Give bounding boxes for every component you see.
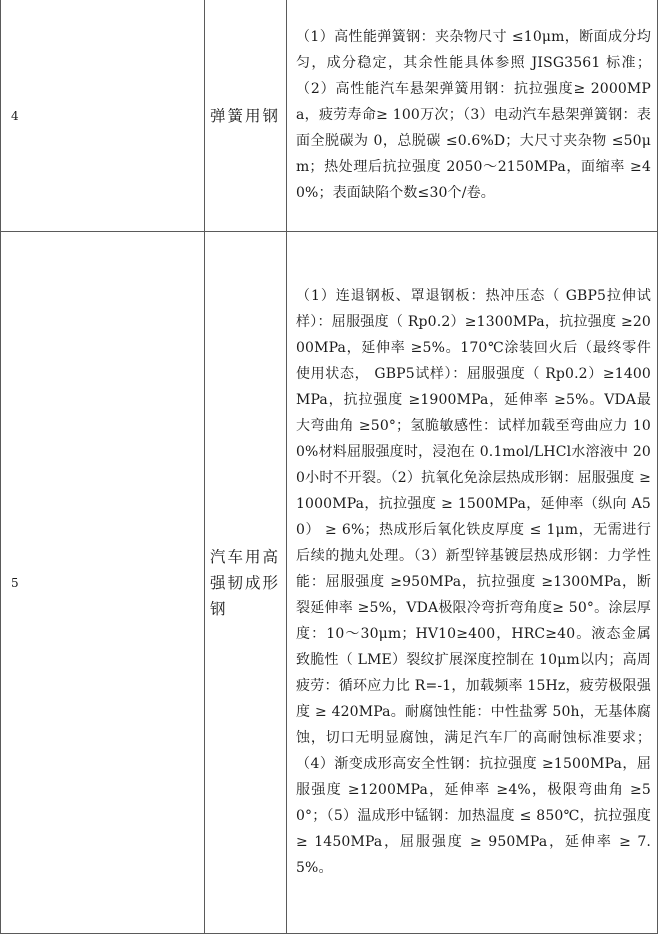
requirements-text: （1）连退钢板、罩退钢板：热冲压态（ GBP5拉伸试样）：屈服强度（ Rp0.2）≥1300MPa，抗拉强度 ≥2000MPa，延伸率 ≥5%。170℃涂装回火后（最终零件使用状态， GBP5试样）：屈服强度（ Rp0.2）≥1400MPa，抗拉强度 ≥1900MPa，延伸率 ≥5%。VDA最大弯曲角 ≥50°；氢脆敏感性：试样加载至弯曲应力 100%材料屈服强度时，浸泡在 0.1mol/LHCl水溶液中 200小时不开裂。（2）抗氧化免涂层热成形钢：屈服强度 ≥ 1000MPa，抗拉强度 ≥ 1500MPa，延伸率（纵向 A50） ≥ 6%；热成形后氧化铁皮厚度 ≤ 1μm，无需进行后续的抛丸处理。（3）新型锌基镀层热成形钢：力学性能：屈服强度 ≥950MPa，抗拉强度 ≥1300MPa，断裂延伸率 ≥5%，VDA极限冷弯折弯角度≥ 50°。涂层厚度：10～30μm；HV10≥400，HRC≥40。液态金属致脆性（ LME）裂纹扩展深度控制在 10μm以内；高周疲劳：循环应力比 R=-1，加载频率 15Hz，疲劳极限强度 ≥ 420MPa。耐腐蚀性能：中性盐雾 50h，无基体腐蚀，切口无明显腐蚀，满足汽车厂的高耐蚀标准要求；（4）渐变成形高安全性钢：抗拉强度 ≥1500MPa，屈服强度 ≥1200MPa，延伸率 ≥4%，极限弯曲角 ≥50°；（5）温成形中锰钢：加热温度 ≤ 850℃，抗拉强度 ≥ 1450MPa，屈服强度 ≥ 950MPa，延伸率 ≥ 7.5%。: [287, 232, 658, 934]
material-name: 汽车用高强韧成形钢: [205, 232, 287, 934]
table-row: [1, 0, 658, 232]
row-number: 4: [1, 0, 205, 232]
table-row: [1, 232, 658, 934]
material-name: 弹簧用钢: [205, 0, 287, 232]
row-number: 5: [1, 232, 205, 934]
requirements-text: （1）高性能弹簧钢：夹杂物尺寸 ≤10μm，断面成分均匀，成分稳定，其余性能具体参照 JISG3561 标准；（2）高性能汽车悬架弹簧用钢：抗拉强度≥ 2000MPa，疲劳寿命≥ 100万次；（3）电动汽车悬架弹簧钢：表面全脱碳为 0，总脱碳 ≤0.6%D；大尺寸夹杂物 ≤50μm；热处理后抗拉强度 2050～2150MPa，面缩率 ≥40%；表面缺陷个数≤30个/卷。: [287, 0, 658, 232]
